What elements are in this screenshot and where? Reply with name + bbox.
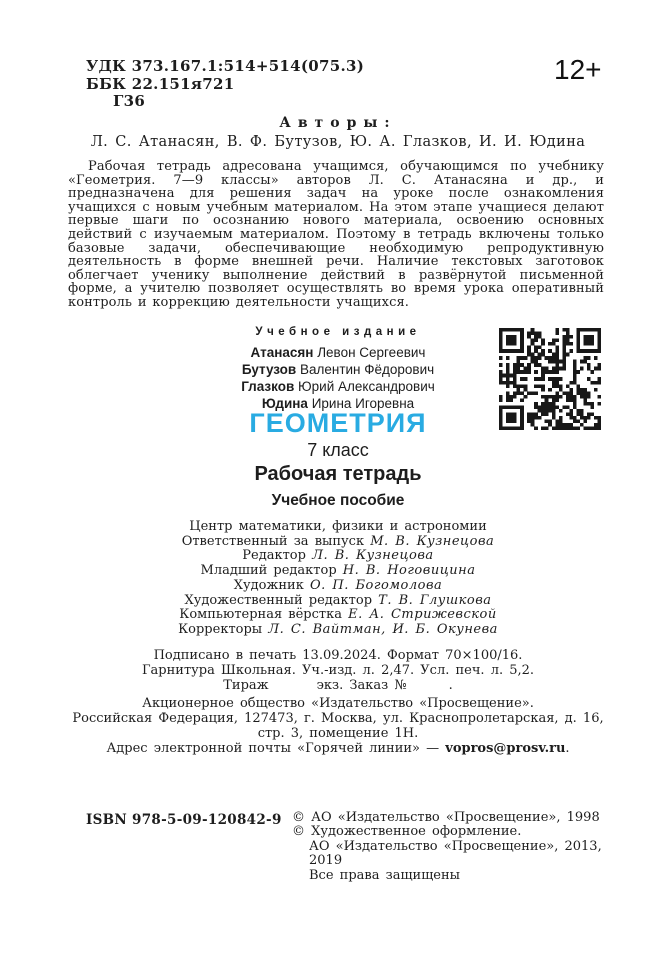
credit-line: Младший редактор Н. В. Ноговицина [200,563,476,579]
contact-suffix: . [565,741,570,756]
annotation-paragraph: Рабочая тетрадь адресована учащимся, обучающимся по учебнику «Геометрия. 7—9 классы» авторов Л. С. Атанасяна и др., и предназначена для решения задач на уроке после ознакомления учащихся с новым учебным материалом. На этом этапе учащиеся делают первые шаги по осознанию нового материала, освоению основных действий с изучаемым материалом. Поэтому в тетрадь включены только базовые задачи, обеспечивающие необходимую репродуктивную деятельность в форме внешней речи. Наличие текстовых заготовок облегчает ученику выполнение действий в развёрнутой письменной форме, а учителю позволяет осуществлять во время урока оперативный контроль и коррекцию деятельности учащихся. [68,159,604,310]
credit-line: Художник О. П. Богомолова [233,577,443,593]
imprint-line-2: Гарнитура Школьная. Уч.-изд. л. 2,47. Усл. печ. л. 5,2. [141,662,535,678]
credit-line: Редактор Л. В. Кузнецова [242,548,434,564]
edition-author: Юдина Ирина Игоревна [261,396,415,411]
contact-prefix: Адрес электронной почты «Горячей линии» — [106,741,446,756]
imprint-line-3 [68,679,608,694]
imprint-block [68,649,608,693]
copyright-line-2: © Художественное оформление. [292,824,522,840]
copyright-line-1: © АО «Издательство «Просвещение», 1998 [292,810,600,825]
order-label: экз. Заказ № [316,677,407,693]
publisher-line-1: Акционерное общество «Издательство «Просвещение». [142,696,534,711]
credits-list [68,520,608,638]
bbk-line: ББК 22.151я721 [86,74,235,93]
email-address: vopros@prosv.ru [445,741,566,756]
qr-code-icon [499,328,601,430]
credit-line: Центр математики, физики и астрономии [189,519,487,534]
credit-line: Корректоры Л. С. Вайтман, И. Б. Окунева [178,621,498,637]
udk-line: УДК 373.167.1:514+514(075.3) [86,57,365,75]
copyright-line-4: Все права защищены [309,867,460,883]
publisher-line-2: Российская Федерация, 127473, г. Москва, ул. Краснопролетарская, д. 16, [72,710,604,726]
authors-heading: Авторы: [279,115,397,131]
credit-line: Ответственный за выпуск М. В. Кузнецова [181,533,495,549]
book-subtitle: Рабочая тетрадь [254,463,422,485]
credit-line: Компьютерная вёрстка Е. А. Стрижевской [179,607,497,623]
age-rating-badge: 12+ [554,54,602,85]
book-title: ГЕОМЕТРИЯ [249,408,427,438]
credit-line: Художественный редактор Т. В. Глушкова [184,592,492,608]
grade-label: 7 класс [307,440,369,460]
imprint-line-1: Подписано в печать 13.09.2024. Формат 70×100/16. [153,648,523,663]
edition-author: Глазков Юрий Александрович [241,379,435,394]
edition-label: Учебное издание [255,326,421,338]
isbn: ISBN 978-5-09-120842-9 [86,812,282,828]
imprint-line-end: . [448,677,453,693]
publisher-block [68,697,608,741]
contact-line [68,741,608,756]
print-run-label: Тираж [223,677,269,693]
catalog-code: Г36 [113,92,146,110]
copyright-line-3: АО «Издательство «Просвещение», 2013, 2019 [309,838,602,869]
bibliographic-codes [86,58,364,111]
authors-line: Л. С. Атанасян, В. Ф. Бутузов, Ю. А. Глазков, И. И. Юдина [90,134,586,150]
publisher-line-3: стр. 3, помещение 1Н. [257,725,419,741]
copyright-block [292,811,612,883]
edition-author: Бутузов Валентин Фёдорович [241,362,435,377]
edition-type: Учебное пособие [271,492,405,509]
edition-author: Атанасян Левон Сергеевич [250,345,426,360]
